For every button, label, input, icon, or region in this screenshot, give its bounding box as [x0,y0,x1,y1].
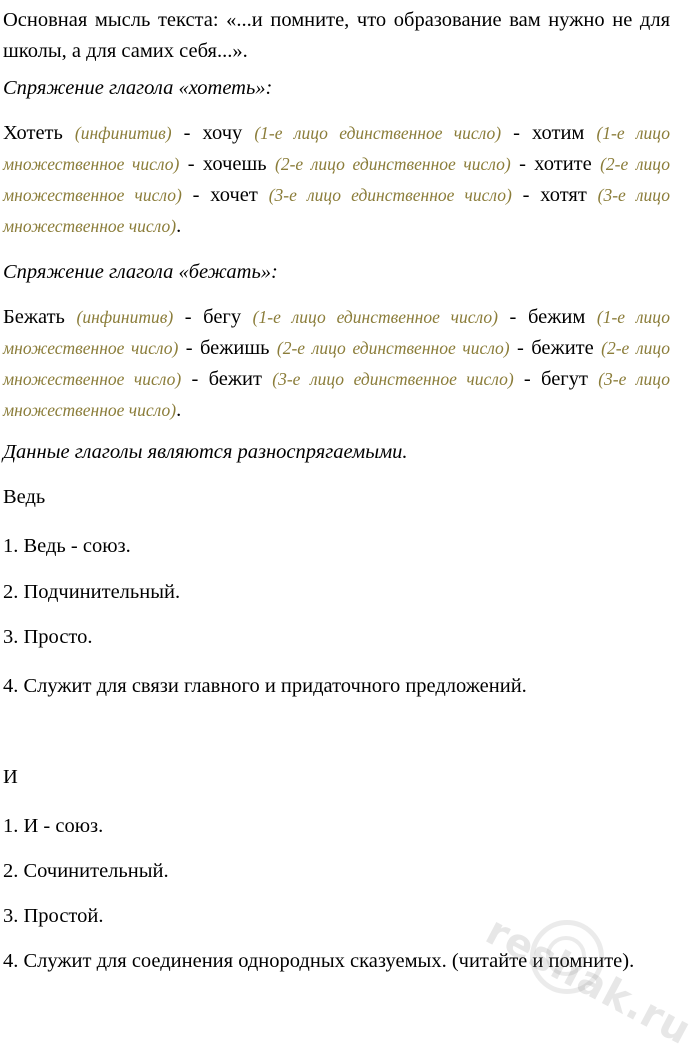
khotet-heading: Спряжение глагола «хотеть»: [3,77,273,99]
khotet-form-5-note: (3-е лицо единственное число) [268,185,512,205]
i-title: И [3,766,18,788]
bezhat-heading: Спряжение глагола «бежать»: [3,261,278,283]
bezhat-form-6: бегут [541,368,588,390]
khotet-form-5: хочет [210,184,258,206]
bezhat-form-5: бежит [208,368,262,390]
bezhat-form-4-note: (2-е лицо множественное число) [3,338,671,389]
bezhat-form-3-note: (2-е лицо единственное число) [276,338,510,358]
bezhat-form-4: бежите [531,337,594,359]
khotet-form-4: хотите [534,153,592,175]
bezhat-infinitive-note: (инфинитив) [76,307,174,327]
khotet-form-3-note: (2-е лицо единственное число) [275,154,511,174]
bezhat-form-1: бегу [203,306,242,328]
ved-item-2: 2. Подчинительный. [3,581,181,603]
ved-title: Ведь [3,486,46,508]
conclusion: Данные глаголы являются разноспрягаемыми. [3,441,408,463]
bezhat-form-1-note: (1-е лицо единственное число) [252,307,498,327]
khotet-form-2-note: (1-е лицо множественное число) [3,123,671,174]
i-item-4: 4. Служит для соединения однородных сказуемых. (читайте и помните). [3,950,635,972]
ved-item-3: 3. Просто. [3,626,93,648]
khotet-infinitive-note: (инфинитив) [74,123,172,143]
i-item-3: 3. Простой. [3,905,104,927]
bezhat-form-3: бежишь [199,337,270,359]
bezhat-form-2-note: (1-е лицо множественное число) [3,307,670,358]
i-item-2: 2. Сочинительный. [3,860,169,882]
i-item-1: 1. И - союз. [3,815,104,837]
khotet-form-2: хотим [532,122,585,144]
ved-item-4: 4. Служит для связи главного и придаточного предложений. [3,675,527,697]
watermark [478,868,699,1054]
bezhat-conjugation: Бежать (инфинитив) - бегу (1-е лицо единственное число) - бежим (1-е лицо множественное число) - бежишь (2-е лицо единственное число) - бежите (2-е лицо множественное число) - бежит (3-е лицо единственное число) - бегут (3-е лицо множественное число). [3,306,671,421]
khotet-infinitive: Хотеть [3,122,63,144]
bezhat-form-6-note: (3-е лицо множественное число) [3,369,671,420]
bezhat-infinitive: Бежать [3,306,65,328]
khotet-form-6-note: (3-е лицо множественное число) [3,185,671,236]
khotet-form-3: хочешь [202,153,267,175]
khotet-form-1-note: (1-е лицо единственное число) [254,123,502,143]
watermark-text: reshak.ru [478,908,699,1054]
main-idea-paragraph: Основная мысль текста: «...и помните, что образование вам нужно не для школы, а для самих себя...». [3,9,670,62]
khotet-form-1: хочу [202,122,243,144]
bezhat-form-2: бежим [527,306,586,328]
khotet-conjugation: Хотеть (инфинитив) - хочу (1-е лицо единственное число) - хотим (1-е лицо множественное число) - хочешь (2-е лицо единственное число) - хотите (2-е лицо множественное число) - хочет (3-е лицо единственное число) - хотят (3-е лицо множественное число). [3,122,671,237]
khotet-form-6: хотят [540,184,587,206]
bezhat-form-5-note: (3-е лицо единственное число) [272,369,514,389]
khotet-form-4-note: (2-е лицо множественное число) [3,154,670,205]
ved-item-1: 1. Ведь - союз. [3,535,131,557]
